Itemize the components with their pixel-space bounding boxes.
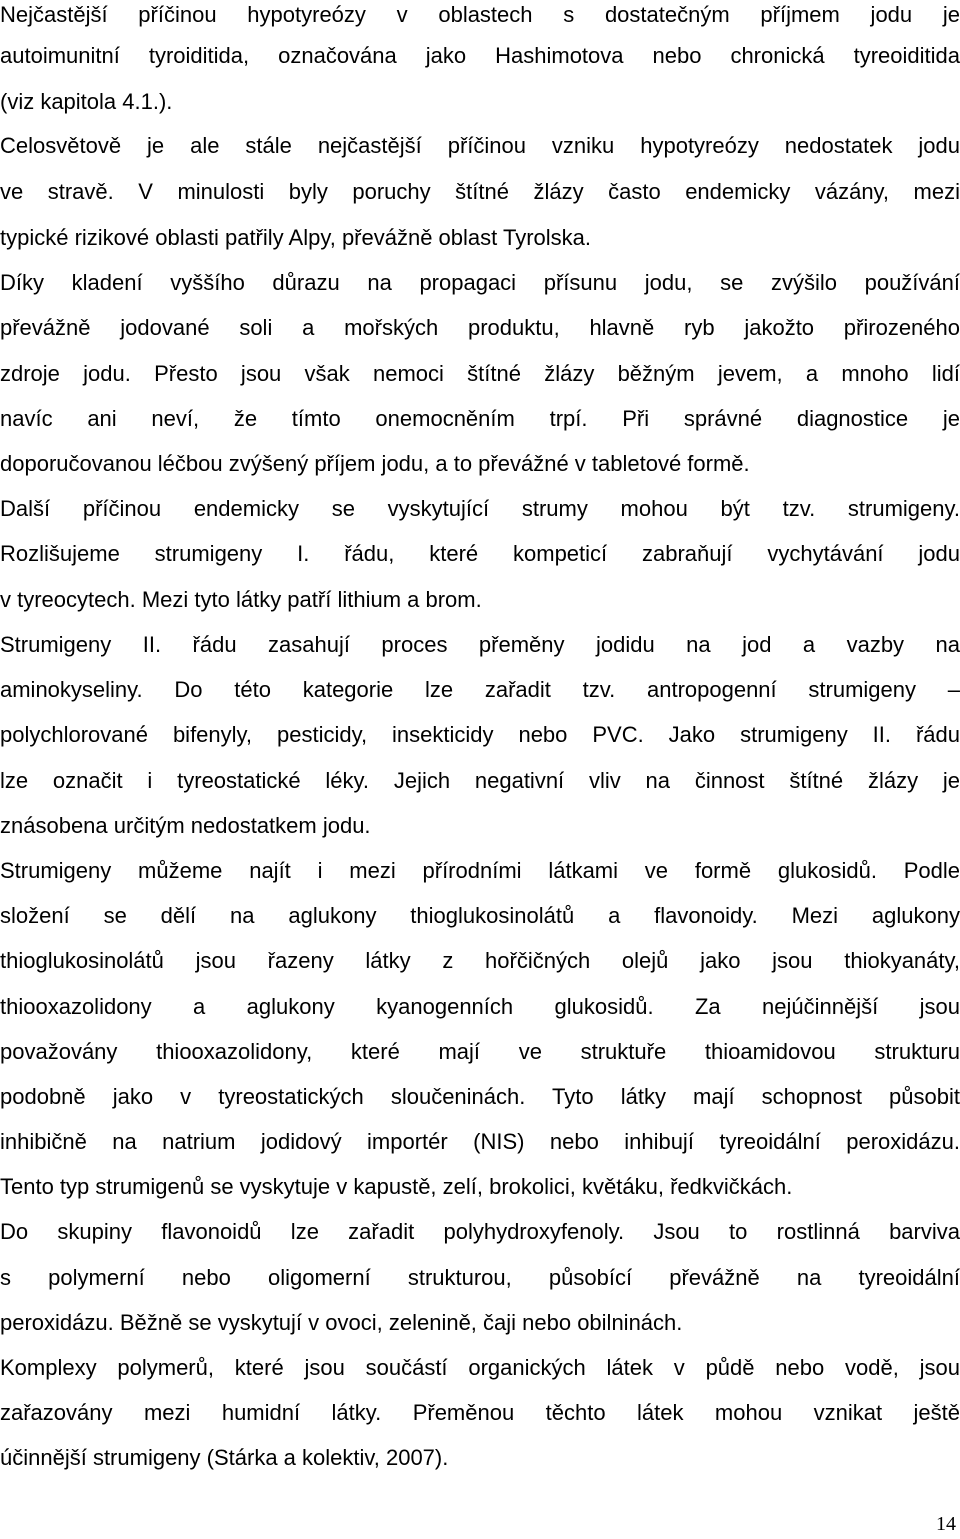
text-line: zařazovány mezi humidní látky. Přeměnou těchto látek mohou vznikat ještě: [0, 1400, 960, 1425]
text-line: podobně jako v tyreostatických sloučeninách. Tyto látky mají schopnost působit: [0, 1084, 960, 1109]
text-line: účinnější strumigeny (Stárka a kolektiv, 2007).: [0, 1445, 449, 1470]
text-line: Strumigeny II. řádu zasahují proces přeměny jodidu na jod a vazby na: [0, 632, 960, 657]
page-number: 14: [936, 1513, 956, 1535]
text-line: Celosvětově je ale stále nejčastější příčinou vzniku hypotyreózy nedostatek jodu: [0, 133, 960, 158]
text-line: inhibičně na natrium jodidový importér (NIS) nebo inhibují tyreoidální peroxidázu.: [0, 1129, 960, 1154]
text-line: složení se dělí na aglukony thioglukosinolátů a flavonoidy. Mezi aglukony: [0, 903, 960, 928]
text-line: považovány thiooxazolidony, které mají ve struktuře thioamidovou strukturu: [0, 1039, 960, 1064]
text-line: navíc ani neví, že tímto onemocněním trpí. Při správné diagnostice je: [0, 406, 960, 431]
text-line: peroxidázu. Běžně se vyskytují v ovoci, zelenině, čaji nebo obilninách.: [0, 1310, 683, 1335]
text-line: doporučovanou léčbou zvýšený příjem jodu, a to převážné v tabletové formě.: [0, 451, 750, 476]
text-line: typické rizikové oblasti patřily Alpy, převážně oblast Tyrolska.: [0, 225, 592, 250]
text-line: Rozlišujeme strumigeny I. řádu, které kompeticí zabraňují vychytávání jodu: [0, 541, 960, 566]
text-line: zdroje jodu. Přesto jsou však nemoci štítné žlázy běžným jevem, a mnoho lidí: [0, 361, 960, 386]
text-line: (viz kapitola 4.1.).: [0, 89, 173, 114]
text-line: znásobena určitým nedostatkem jodu.: [0, 813, 371, 838]
text-line: thiooxazolidony a aglukony kyanogenních glukosidů. Za nejúčinnější jsou: [0, 994, 960, 1019]
text-line: Tento typ strumigenů se vyskytuje v kapustě, zelí, brokolici, květáku, ředkvičkách.: [0, 1174, 793, 1199]
text-line: s polymerní nebo oligomerní strukturou, působící převážně na tyreoidální: [0, 1265, 960, 1290]
text-line: lze označit i tyreostatické léky. Jejich negativní vliv na činnost štítné žlázy je: [0, 768, 960, 793]
text-line: aminokyseliny. Do této kategorie lze zařadit tzv. antropogenní strumigeny –: [0, 677, 960, 702]
text-line: Do skupiny flavonoidů lze zařadit polyhydroxyfenoly. Jsou to rostlinná barviva: [0, 1219, 960, 1244]
text-line: Komplexy polymerů, které jsou součástí organických látek v půdě nebo vodě, jsou: [0, 1355, 960, 1380]
text-line: autoimunitní tyroiditida, označována jako Hashimotova nebo chronická tyreoiditida: [0, 43, 960, 68]
text-line: převážně jodované soli a mořských produktu, hlavně ryb jakožto přirozeného: [0, 315, 960, 340]
text-line: ve stravě. V minulosti byly poruchy štítné žlázy často endemicky vázány, mezi: [0, 179, 960, 204]
text-line: Strumigeny můžeme najít i mezi přírodními látkami ve formě glukosidů. Podle: [0, 858, 960, 883]
text-line: Nejčastější příčinou hypotyreózy v oblastech s dostatečným příjmem jodu je: [0, 2, 960, 27]
text-line: Další příčinou endemicky se vyskytující strumy mohou být tzv. strumigeny.: [0, 496, 960, 521]
text-line: thioglukosinolátů jsou řazeny látky z hořčičných olejů jako jsou thiokyanáty,: [0, 948, 960, 973]
text-line: polychlorované bifenyly, pesticidy, insekticidy nebo PVC. Jako strumigeny II. řádu: [0, 722, 960, 747]
text-line: Díky kladení vyššího důrazu na propagaci přísunu jodu, se zvýšilo používání: [0, 270, 960, 295]
text-line: v tyreocytech. Mezi tyto látky patří lithium a brom.: [0, 587, 482, 612]
